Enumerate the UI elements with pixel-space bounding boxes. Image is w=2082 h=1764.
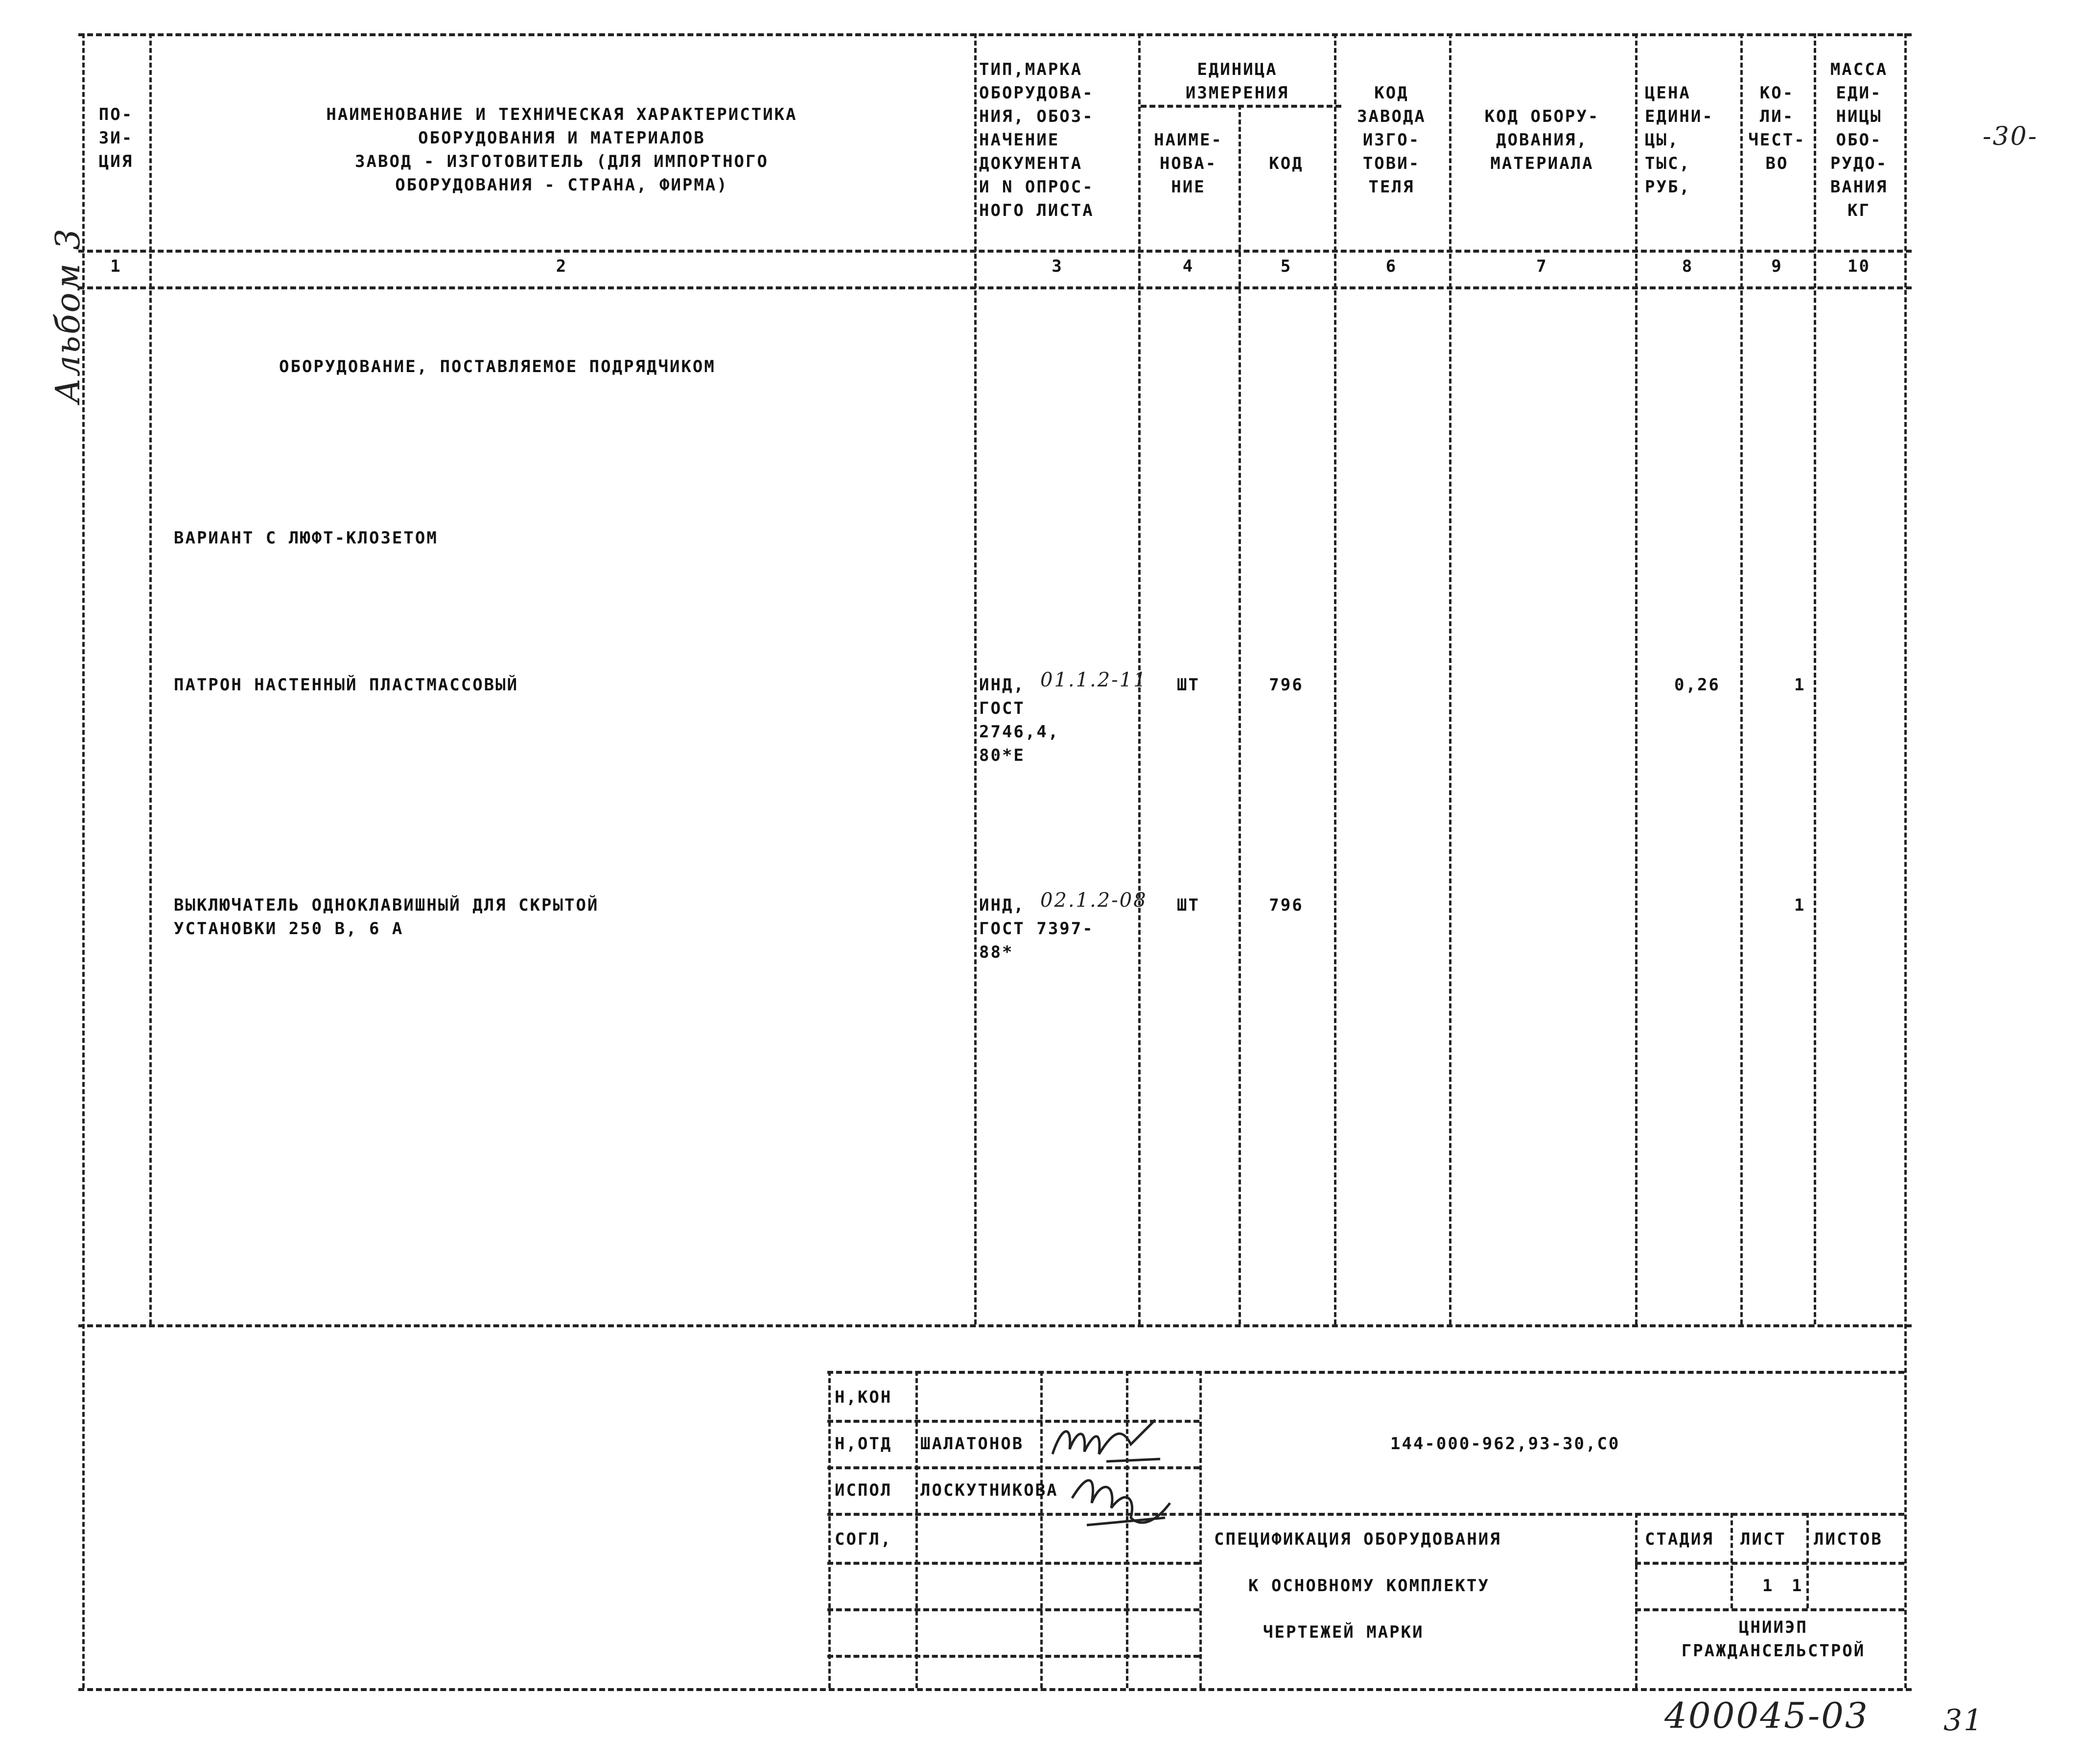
header-unit-group: ЕДИНИЦА ИЗМЕРЕНИЯ [1185, 60, 1289, 103]
variant-title: ВАРИАНТ С ЛЮФТ-КЛОЗЕТОМ [174, 528, 438, 548]
stamp-line-5 [827, 1608, 1199, 1611]
stamp-line-4 [827, 1562, 1199, 1565]
unit-subheader-line [1141, 105, 1341, 108]
sheet-number: 31 [1943, 1703, 1984, 1738]
item-type-printed: ИНД, [979, 675, 1025, 695]
signature-2 [1067, 1469, 1175, 1532]
sheets-value: 1 [1792, 1576, 1803, 1596]
col-line-6 [1449, 33, 1451, 1324]
stamp-line-3 [827, 1513, 1904, 1516]
item-quantity: 1 [1794, 675, 1806, 695]
colnum-9: 9 [1771, 257, 1783, 276]
header-col7: КОД ОБОРУ- ДОВАНИЯ, МАТЕРИАЛА [1484, 107, 1600, 173]
item-unit-code: 796 [1269, 675, 1304, 695]
item-price: 0,26 [1674, 675, 1720, 695]
item-type-handwritten: 02.1.2-08 [1040, 889, 1147, 912]
stamp-vline-8 [1806, 1513, 1809, 1608]
page-mark: -30- [1983, 122, 2038, 151]
stamp-role-sogl: СОГЛ, [835, 1529, 892, 1549]
item-unit: ШТ [1177, 675, 1200, 695]
item-unit: ШТ [1177, 895, 1200, 915]
stamp-title-line-1: СПЕЦИФИКАЦИЯ ОБОРУДОВАНИЯ [1214, 1529, 1501, 1549]
colnum-1: 1 [110, 257, 122, 276]
colnum-10: 10 [1848, 257, 1871, 276]
col-line-9 [1814, 33, 1816, 1324]
colnum-7: 7 [1536, 257, 1548, 276]
stamp-vline-2 [915, 1371, 918, 1688]
sheets-label: ЛИСТОВ [1814, 1529, 1883, 1549]
header-col4: НАИМЕ- НОВА- НИЕ [1154, 130, 1223, 197]
stamp-top [827, 1371, 1904, 1374]
stamp-name-otd: ШАЛАТОНОВ [920, 1434, 1024, 1454]
stamp-role-notd: Н,ОТД [835, 1434, 892, 1454]
stamp-title-line-3: ЧЕРТЕЖЕЙ МАРКИ [1263, 1623, 1424, 1642]
stamp-title-line-2: К ОСНОВНОМУ КОМПЛЕКТУ [1248, 1576, 1490, 1596]
stamp-role-nkon: Н,КОН [835, 1388, 892, 1407]
signature-1 [1048, 1415, 1170, 1474]
col-line-8 [1740, 33, 1743, 1324]
stamp-vline-7 [1731, 1513, 1733, 1608]
item-name: ВЫКЛЮЧАТЕЛЬ ОДНОКЛАВИШНЫЙ ДЛЯ СКРЫТОЙ УСТАНОВКИ 250 В, 6 А [174, 895, 599, 939]
header-col3: ТИП,МАРКА ОБОРУДОВА- НИЯ, ОБОЗ- НАЧЕНИЕ ДОКУМЕНТА И N ОПРОС- НОГО ЛИСТА [979, 60, 1094, 220]
header-col8: ЦЕНА ЕДИНИ- ЦЫ, ТЫС, РУБ, [1645, 83, 1714, 197]
item-type-printed: ИНД, [979, 895, 1025, 915]
sheet-value: 1 [1762, 1576, 1774, 1596]
header-col1: ПО- ЗИ- ЦИЯ [98, 105, 134, 171]
col-line-4 [1239, 105, 1241, 1324]
colnum-2: 2 [556, 257, 568, 276]
page-bottom-border [78, 1688, 1912, 1691]
item-type-standard: ГОСТ 2746,4, 80*Е [979, 699, 1060, 765]
stamp-vline-6 [1635, 1513, 1638, 1688]
document-code: 144-000-962,93-30,С0 [1390, 1434, 1620, 1454]
item-name: ПАТРОН НАСТЕННЫЙ ПЛАСТМАССОВЫЙ [174, 675, 519, 695]
sheet-label: ЛИСТ [1740, 1529, 1786, 1549]
stamp-vline-5 [1199, 1371, 1202, 1688]
stamp-vline-1 [828, 1371, 831, 1688]
colnum-5: 5 [1280, 257, 1292, 276]
header-col5: КОД [1269, 154, 1304, 173]
stamp-line-6 [827, 1655, 1199, 1658]
header-col2: НАИМЕНОВАНИЕ И ТЕХНИЧЕСКАЯ ХАРАКТЕРИСТИКА ОБОРУДОВАНИЯ И МАТЕРИАЛОВ ЗАВОД - ИЗГОТОВИТЕЛЬ (ДЛЯ ИМПОРТНОГО ОБОРУДОВАНИЯ - СТРАНА, ФИРМА) [326, 105, 797, 195]
body-bottom-border [78, 1324, 1912, 1327]
organization: ЦНИИЭП ГРАЖДАНСЕЛЬСТРОЙ [1681, 1618, 1866, 1661]
item-unit-code: 796 [1269, 895, 1304, 915]
colnum-6: 6 [1385, 257, 1398, 276]
album-note: Альбом 3 [48, 227, 88, 403]
frame-left [82, 33, 85, 1688]
stage-label: СТАДИЯ [1645, 1529, 1714, 1549]
stamp-line-right-2 [1635, 1608, 1904, 1611]
stamp-name-ispol: ЛОСКУТНИКОВА [920, 1481, 1058, 1500]
item-quantity: 1 [1794, 895, 1806, 915]
header-col6: КОД ЗАВОДА ИЗГО- ТОВИ- ТЕЛЯ [1357, 83, 1426, 197]
col-line-1 [149, 33, 152, 1324]
item-type-standard: ГОСТ 7397- 88* [979, 919, 1094, 962]
inventory-number: 400045-03 [1664, 1695, 1869, 1736]
header-col10: МАССА ЕДИ- НИЦЫ ОБО- РУДО- ВАНИЯ КГ [1830, 60, 1888, 220]
stamp-role-ispol: ИСПОЛ [835, 1481, 892, 1500]
colnum-3: 3 [1052, 257, 1063, 276]
col-line-2 [974, 33, 977, 1324]
colnum-4: 4 [1182, 257, 1194, 276]
col-line-5 [1334, 33, 1336, 1324]
col-line-7 [1635, 33, 1638, 1324]
stamp-line-right-1 [1635, 1562, 1904, 1565]
colnum-8: 8 [1682, 257, 1694, 276]
item-type-handwritten: 01.1.2-11 [1040, 669, 1147, 691]
section-title: ОБОРУДОВАНИЕ, ПОСТАВЛЯЕМОЕ ПОДРЯДЧИКОМ [279, 357, 716, 376]
frame-right [1904, 33, 1907, 1688]
stamp-vline-3 [1040, 1371, 1043, 1688]
header-col9: КО- ЛИ- ЧЕСТ- ВО [1748, 83, 1806, 173]
